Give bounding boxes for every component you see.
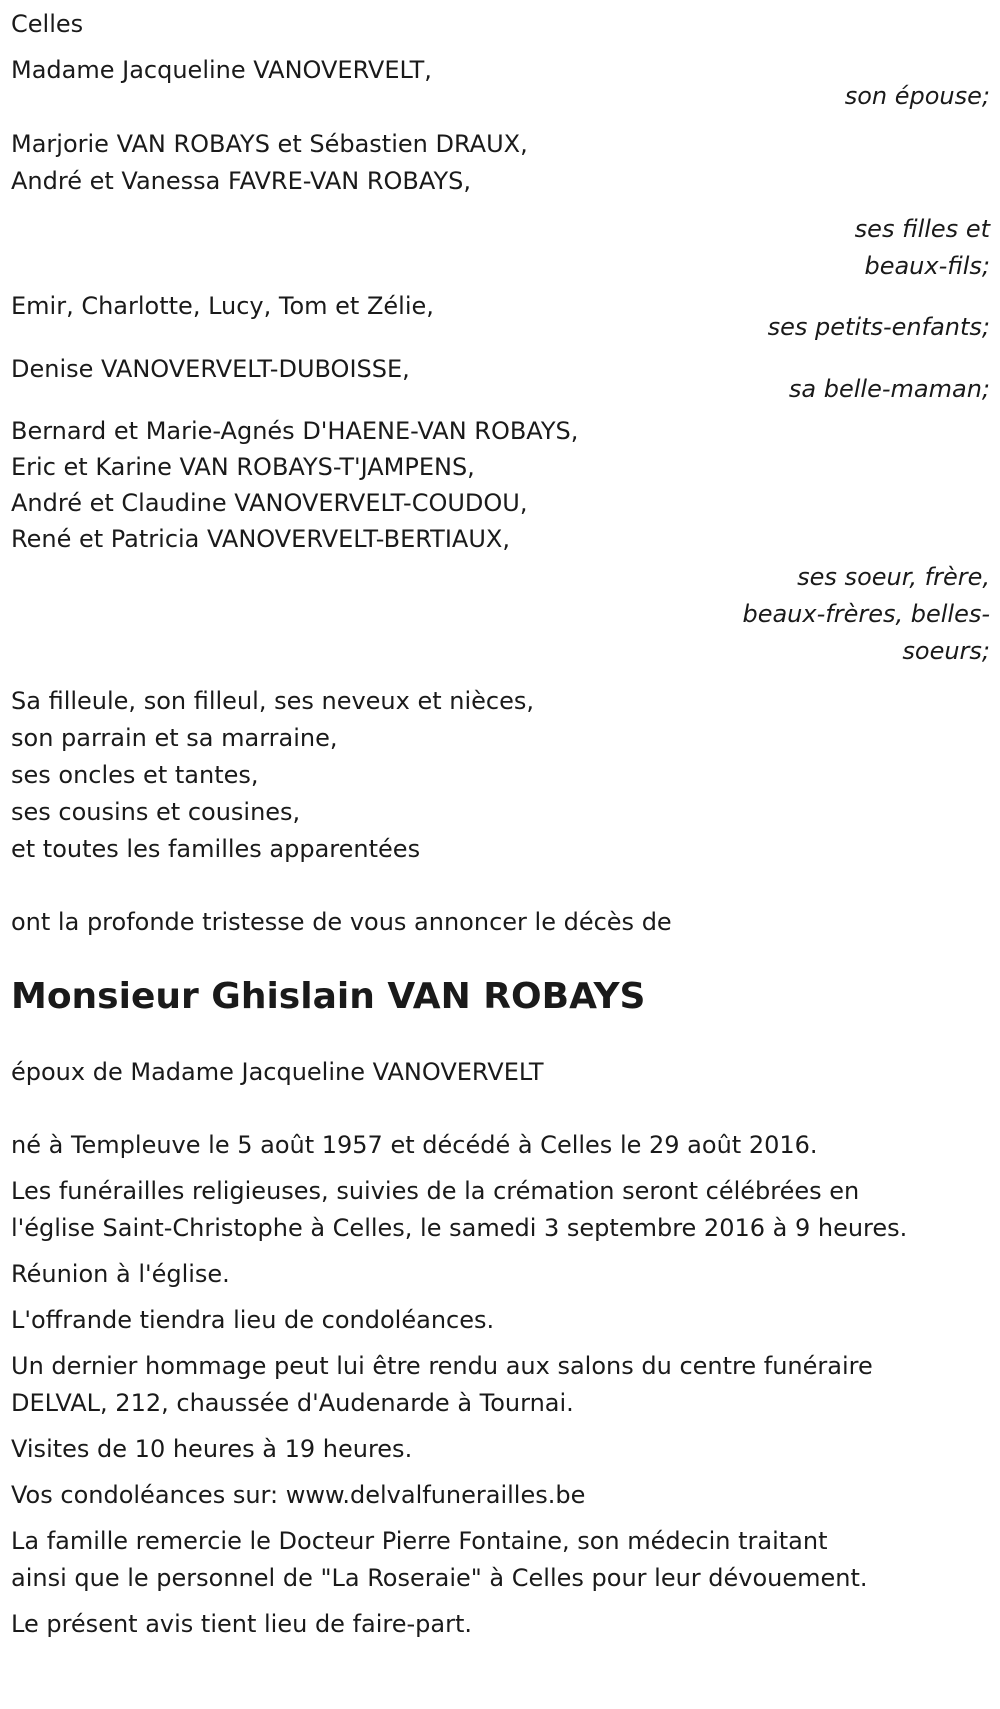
spouse-line: époux de Madame Jacqueline VANOVERVELT [11,1058,544,1086]
extended-family-line: et toutes les familles apparentées [11,835,421,863]
details [11,1125,991,1644]
family-name-line: René et Patricia VANOVERVELT-BERTIAUX, [11,525,510,553]
visits-paragraph [11,1429,991,1469]
family-name-line: Eric et Karine VAN ROBAYS-T'JAMPENS, [11,453,475,481]
paragraph-line: Réunion à l'église. [11,1260,230,1288]
family-name-line: André et Vanessa FAVRE-VAN ROBAYS, [11,167,471,195]
family-name-line: André et Claudine VANOVERVELT-COUDOU, [11,489,528,517]
relation-label: ses filles et [854,215,990,243]
deceased-name: Monsieur Ghislain VAN ROBAYS [11,976,646,1017]
place-line: Celles [11,10,84,38]
relation-label: beaux-frères, belles- [742,600,990,628]
family-group-mother-in-law [11,349,991,409]
paragraph-line: l'église Saint-Christophe à Celles, le samedi 3 septembre 2016 à 9 heures. [11,1214,908,1242]
paragraph-line: Visites de 10 heures à 19 heures. [11,1435,413,1463]
extended-family-line: ses cousins et cousines, [11,798,301,826]
relation-label: soeurs; [902,637,990,665]
paragraph-line: ainsi que le personnel de "La Roseraie" à Celles pour leur dévouement. [11,1564,868,1592]
relation-label: ses soeur, frère, [797,563,990,591]
relation-label: sa belle-maman; [788,375,990,403]
thanks-paragraph [11,1521,991,1598]
relation-label: beaux-fils; [864,252,990,280]
family-group-siblings [11,411,991,671]
obituary-notice [11,0,991,1644]
paragraph-line: né à Templeuve le 5 août 1957 et décédé à Celles le 29 août 2016. [11,1131,818,1159]
birth-death-paragraph [11,1125,991,1165]
extended-family-line: Sa filleule, son filleul, ses neveux et nièces, [11,687,535,715]
tribute-paragraph [11,1346,991,1423]
paragraph-line: Le présent avis tient lieu de faire-part. [11,1610,473,1638]
paragraph-line: La famille remercie le Docteur Pierre Fontaine, son médecin traitant [11,1527,828,1555]
relation-label: son épouse; [844,82,990,110]
meeting-paragraph [11,1254,991,1294]
relation-label: ses petits-enfants; [767,313,990,341]
family-group-daughters [11,124,991,286]
extended-family [11,681,991,869]
family-name-line: Bernard et Marie-Agnés D'HAENE-VAN ROBAYS, [11,417,579,445]
family-name-line: Emir, Charlotte, Lucy, Tom et Zélie, [11,292,434,320]
offering-paragraph [11,1300,991,1340]
family-name-line: Madame Jacqueline VANOVERVELT, [11,56,432,84]
paragraph-line: Vos condoléances sur: www.delvalfunerailles.be [11,1481,586,1509]
family-name-line: Denise VANOVERVELT-DUBOISSE, [11,355,410,383]
family-group-grandchildren [11,286,991,347]
extended-family-line: son parrain et sa marraine, [11,724,338,752]
notice-paragraph [11,1604,991,1644]
paragraph-line: Un dernier hommage peut lui être rendu aux salons du centre funéraire [11,1352,873,1380]
funeral-paragraph [11,1171,991,1248]
extended-family-line: ses oncles et tantes, [11,761,259,789]
paragraph-line: Les funérailles religieuses, suivies de la crémation seront célébrées en [11,1177,860,1205]
paragraph-line: L'offrande tiendra lieu de condoléances. [11,1306,495,1334]
family-group-spouse [11,50,991,116]
announcement-text: ont la profonde tristesse de vous annoncer le décès de [11,908,672,936]
paragraph-line: DELVAL, 212, chaussée d'Audenarde à Tournai. [11,1389,574,1417]
family-name-line: Marjorie VAN ROBAYS et Sébastien DRAUX, [11,130,528,158]
condolences-paragraph [11,1475,991,1515]
